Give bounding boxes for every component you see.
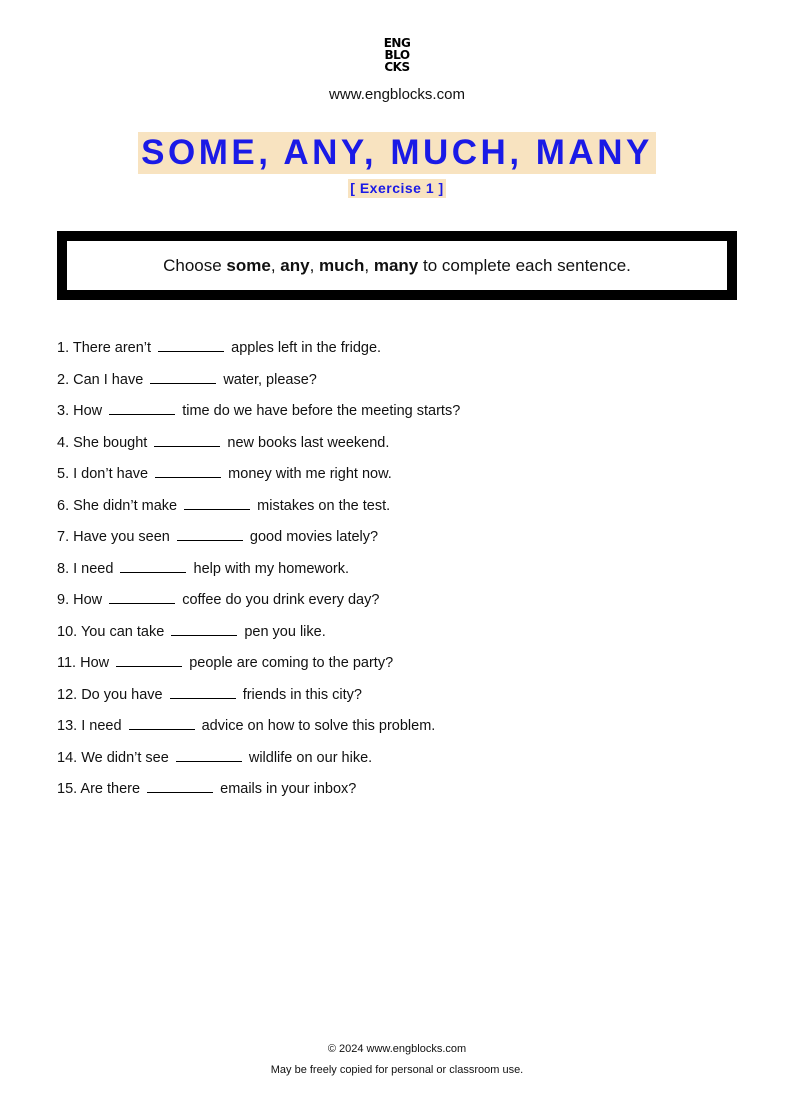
exercise-label: [ Exercise 1 ] [350, 180, 444, 196]
instruction-sep: , [309, 255, 320, 275]
question-text-before: Can I have [73, 371, 144, 388]
question-text-before: She bought [73, 434, 148, 451]
question-text-after: advice on how to solve this problem. [201, 718, 436, 734]
answer-blank[interactable] [184, 496, 250, 510]
question-text-before: We didn’t see [81, 749, 169, 766]
question-text-before: Have you seen [73, 529, 170, 545]
question-text-after: time do we have before the meeting starts? [182, 403, 461, 419]
question-item [57, 370, 757, 402]
footer-license: May be freely copied for personal or classroom use. [270, 1064, 524, 1076]
instruction-sep: , [270, 255, 281, 275]
question-text-before: I need [81, 718, 122, 734]
logo-line-3: CKS [384, 60, 410, 74]
question-text-before: How [80, 655, 110, 671]
question-number: 15. [57, 781, 78, 797]
engblocks-logo [0, 37, 794, 73]
question-item [57, 748, 757, 780]
question-item [57, 464, 757, 496]
question-number: 3. [57, 403, 70, 419]
question-number: 7. [57, 529, 70, 545]
question-item [57, 496, 757, 528]
answer-blank[interactable] [109, 401, 175, 415]
question-text-after: pen you like. [244, 623, 326, 640]
question-number: 5. [57, 466, 70, 482]
answer-blank[interactable] [120, 559, 186, 573]
question-list [57, 338, 757, 811]
question-text-before: How [73, 592, 103, 608]
instruction-text [163, 256, 631, 276]
question-text-after: money with me right now. [228, 466, 392, 482]
question-text-after: mistakes on the test. [257, 497, 391, 514]
answer-blank[interactable] [155, 464, 221, 478]
title-container [0, 132, 794, 174]
question-text-before: I need [73, 560, 114, 577]
instruction-word-many: many [373, 255, 419, 275]
question-number: 6. [57, 497, 70, 514]
question-text-after: apples left in the fridge. [231, 340, 382, 356]
question-item [57, 590, 757, 622]
instruction-box [57, 231, 737, 300]
question-number: 2. [57, 371, 70, 388]
question-text-after: wildlife on our hike. [248, 749, 373, 766]
question-number: 13. [57, 718, 78, 734]
question-text-after: friends in this city? [242, 686, 362, 703]
question-item [57, 338, 757, 370]
page-title: SOME, ANY, MUCH, MANY [138, 132, 656, 174]
question-item [57, 622, 757, 654]
question-text-before: How [73, 403, 103, 419]
question-item [57, 685, 757, 717]
question-number: 12. [57, 686, 78, 703]
question-text-before: Do you have [81, 686, 163, 703]
answer-blank[interactable] [176, 748, 242, 762]
answer-blank[interactable] [171, 622, 237, 636]
question-text-after: new books last weekend. [227, 434, 390, 451]
logo-line-2: BLO [384, 48, 410, 62]
answer-blank[interactable] [177, 527, 243, 541]
question-text-after: help with my homework. [193, 560, 350, 577]
instruction-sep: , [364, 255, 374, 275]
question-text-before: There aren’t [72, 340, 152, 356]
answer-blank[interactable] [170, 685, 236, 699]
instruction-word-any: any [280, 255, 310, 275]
site-url: www.engblocks.com [329, 86, 465, 103]
instruction-word-some: some [226, 255, 271, 275]
question-text-before: I don’t have [73, 466, 149, 482]
subtitle-container [0, 179, 794, 198]
question-text-after: water, please? [223, 371, 317, 388]
answer-blank[interactable] [154, 433, 220, 447]
question-item [57, 779, 757, 811]
question-text-before: Are there [80, 781, 141, 797]
answer-blank[interactable] [158, 338, 224, 352]
answer-blank[interactable] [150, 370, 216, 384]
question-text-after: coffee do you drink every day? [182, 592, 380, 608]
question-text-before: You can take [80, 623, 165, 640]
question-text-after: good movies lately? [249, 529, 379, 545]
question-number: 1. [57, 340, 70, 356]
question-text-before: She didn’t make [73, 497, 178, 514]
question-number: 10. [57, 623, 78, 640]
question-number: 4. [57, 434, 70, 451]
question-number: 8. [57, 560, 70, 577]
question-item [57, 527, 757, 559]
answer-blank[interactable] [116, 653, 182, 667]
logo-line-1: ENG [383, 36, 411, 50]
question-item [57, 716, 757, 748]
question-number: 11. [57, 655, 77, 671]
question-item [57, 401, 757, 433]
question-item [57, 559, 757, 591]
answer-blank[interactable] [129, 716, 195, 730]
question-text-after: people are coming to the party? [189, 655, 394, 671]
question-text-after: emails in your inbox? [220, 781, 357, 797]
question-item [57, 433, 757, 465]
question-number: 14. [57, 749, 78, 766]
instruction-suffix: to complete each sentence. [418, 255, 631, 275]
instruction-word-much: much [319, 255, 365, 275]
question-number: 9. [57, 592, 70, 608]
footer-copyright: © 2024 www.engblocks.com [327, 1043, 467, 1055]
question-item [57, 653, 757, 685]
instruction-prefix: Choose [163, 255, 227, 275]
answer-blank[interactable] [109, 590, 175, 604]
answer-blank[interactable] [147, 779, 213, 793]
